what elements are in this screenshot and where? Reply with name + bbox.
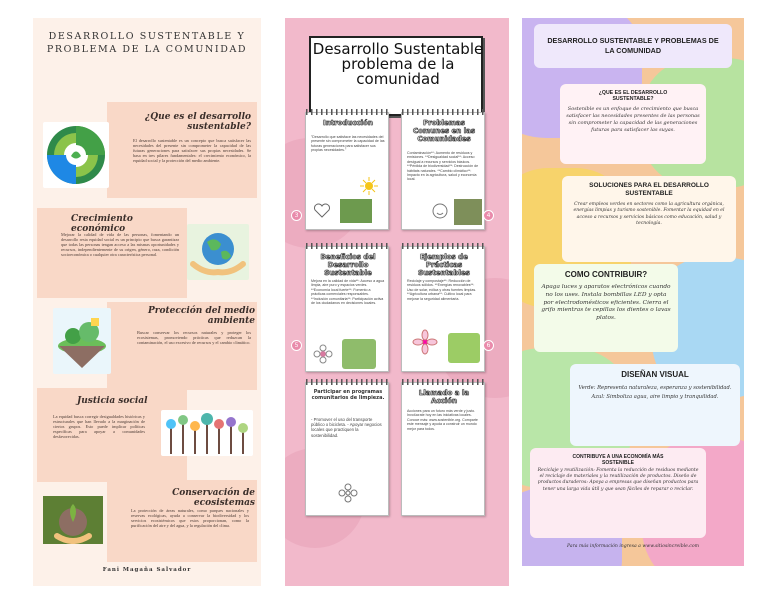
spiral-binding	[306, 379, 388, 385]
flower-doodle-icon	[338, 483, 358, 503]
info-card	[401, 246, 485, 372]
author-name: Fani Magaña Salvador	[102, 567, 192, 573]
title-card	[534, 24, 732, 68]
title-card	[309, 36, 483, 116]
info-card	[401, 112, 485, 230]
card-text: - Promover el uso del transporte público o bicicleta. - Apoyar negocios locales que practiquen la sostenibilidad.	[311, 417, 382, 438]
card-title: COMO CONTRIBUIR?	[564, 270, 648, 279]
spiral-binding	[306, 109, 388, 115]
card-title: DISEÑAN VISUAL	[621, 370, 689, 379]
community-photo	[340, 199, 372, 223]
card-text: Reciclaje y reutilización: Fomenta la reducción de residuos mediante el reciclaje de materiales y la reutilización de productos. Diseño de productos duraderos: Apoya a empresas que diseñan productos para tener una larga vida útil y que sean fáciles de reparar o reciclar.	[537, 468, 699, 492]
section-text: El desarrollo sustentable es un concepto que busca satisfacer las necesidades del presente sin comprometer la capacidad de las futuras generaciones para satisfacer sus propias necesidades. Se basa en tres pilares fundamentales: el crecimiento económico, la equidad social y la protección del medio ambiente.	[133, 138, 251, 164]
section-heading: Justicia social	[77, 396, 148, 406]
section-heading: Conservación de ecosistemas	[172, 488, 255, 508]
info-card	[570, 364, 740, 446]
section-text: La equidad busca corregir desigualdades históricas y estructurales que han llevado a la marginación de ciertos grupos. Esto puede implicar políticas específicas para apoyar a comunidades desfavorecidas.	[53, 414, 145, 440]
footer-info: Para más información ingresa a www.sitiosincreible.com	[566, 544, 700, 549]
card-title: CONTRIBUYE A UNA ECONOMÍA MÁS SOSTENIBLE	[572, 454, 664, 466]
card-text: Acciones para un futuro más verde y justo. Involúcrate hoy en las iniciativas locales. Conoce más: www.sostenible.org. Comparte este mensaje y ayuda a construir un mundo mejor para todos.	[407, 409, 478, 431]
flower-icon	[312, 343, 334, 365]
spiral-binding	[402, 243, 484, 249]
card-title: Beneficios del Desarrollo Sustentable	[320, 253, 376, 277]
card-title: Participar en programas comunitarios de limpieza.	[311, 389, 385, 401]
sun-icon	[360, 177, 378, 195]
info-card	[534, 264, 678, 352]
section-text: Mejorar la calidad de vida de las personas, fomentando un desarrollo resta equidad social es un principio que busca garantizar que todas las personas tengan acceso a las mismas oportunidades y recursos, independientemente de su origen, género, raza, condición socioeconómica o cualquier otra característica personal.	[61, 232, 179, 258]
card-title: Ejemplos de Prácticas Sustentables	[418, 253, 470, 277]
card-title: Llamado a la Acción	[418, 389, 470, 405]
infographic-panel-2	[285, 18, 509, 586]
card-text: Reciclaje y compostaje**: Reducción de residuos sólidos. **Energías renovables**: Uso de solar, eólica y otras fuentes limpias. **Agricultura urbana**: Cultivo local para mejorar la seguridad alimentaria.	[407, 279, 477, 301]
card-text: Mejora en la calidad de vida**: Acceso a agua limpia, aire puro y espacios verdes. **Economía local fuerte**: Fomento a prácticas comerciales responsables. **Inclusión comunitaria**: Participación activa de los ciudadanos en decisiones locales.	[311, 279, 385, 306]
card-title: SOLUCIONES PARA EL DESARROLLO SUSTENTABLE	[589, 182, 709, 197]
card-text: "Desarrollo que satisface las necesidades del presente sin comprometer la capacidad de las futuras generaciones para satisfacer sus propias necesidades."	[311, 135, 385, 153]
infographic-panel-1	[33, 18, 261, 586]
section-text: Buscar conservar los recursos naturales y proteger los ecosistemas, promoviendo prácticas que reduzcan la contaminación, el uso excesivo de recursos y el cambio climático.	[137, 330, 251, 346]
spiral-binding	[306, 243, 388, 249]
section-heading: Protección del medio ambiente	[148, 306, 255, 326]
card-title: Introducción	[323, 119, 373, 127]
card-text: Crear empleos verdes en sectores como la agricultura orgánica, energías limpias y turismo sostenible. Fomentar la equidad en el acceso a recursos y servicios básicos como educación, salud y tecnología.	[573, 202, 725, 227]
panel2-title: Desarrollo Sustentable problema de la comunidad	[312, 40, 484, 88]
spiral-binding	[402, 109, 484, 115]
info-card	[530, 448, 706, 538]
info-card	[560, 84, 706, 164]
hands-plant-image	[43, 496, 103, 544]
infographic-panel-3	[522, 18, 744, 566]
floating-island-image	[53, 308, 111, 374]
hearts-icon	[312, 201, 332, 219]
section-heading: ¿Que es el desarrollo sustentable?	[145, 112, 251, 132]
section-text: La protección de áreas naturales, como parques nacionales y reservas ecológicas, ayuda a conservar la biodiversidad y los servicios ecosistémicos que estos proporcionan, como la purificación del aire y del agua, y la regulación del clima.	[131, 508, 249, 529]
info-card	[305, 382, 389, 516]
earth-collage-image	[342, 339, 376, 369]
info-card	[401, 382, 485, 516]
landscape-photo	[454, 199, 482, 225]
step-number: 4	[483, 210, 494, 221]
step-number: 5	[291, 340, 302, 351]
step-number: 6	[483, 340, 494, 351]
info-card	[305, 112, 389, 230]
tools-illustration-image	[161, 410, 253, 456]
sustainability-wheel-image	[43, 122, 109, 188]
panel3-title: DESARROLLO SUSTENTABLE Y PROBLEMAS DE LA COMUNIDAD	[547, 36, 719, 55]
card-title: ¿QUE ES EL DESARROLLO SUSTENTABLE?	[598, 90, 668, 102]
recycling-collage-image	[448, 333, 480, 363]
card-text: Apaga luces y aparatos electrónicos cuando no los uses. Instala bombillas LED y opta por electrodomésticos eficientes. Cierra el grifo mientras te cepillas los dientes o lavas platos.	[541, 284, 671, 322]
panel1-title: DESARROLLO SUSTENTABLE Y PROBLEMA DE LA COMUNIDAD	[46, 31, 248, 55]
section-heading: Crecimiento económico	[71, 214, 133, 234]
card-text: Sostenible es un enfoque de crecimiento que busca satisfacer las necesidades presentes de las personas sin comprometer la capacidad de las generaciones futuras para satisfacer las suyas.	[566, 106, 700, 133]
globe-hands-image	[187, 224, 249, 280]
flower-icon	[412, 329, 438, 355]
spiral-binding	[402, 379, 484, 385]
info-card	[562, 176, 736, 262]
info-card	[305, 246, 389, 372]
smiley-icon	[432, 203, 448, 219]
card-title: Problemas Comunes en las Comunidades	[412, 119, 475, 143]
card-text: Contaminación**: Aumento de residuos y emisiones. **Desigualdad social**: Acceso desigual a recursos y servicios básicos. **Pérdida de biodiversidad**: Destrucción de hábitats naturales. **Cambio climático**: Impacto en la agricultura, salud y economía local.	[407, 151, 479, 182]
card-text: Verde: Representa naturaleza, esperanza y sostenibilidad. Azul: Simboliza agua, aire limpio y tranquilidad.	[578, 385, 732, 400]
step-number: 3	[291, 210, 302, 221]
